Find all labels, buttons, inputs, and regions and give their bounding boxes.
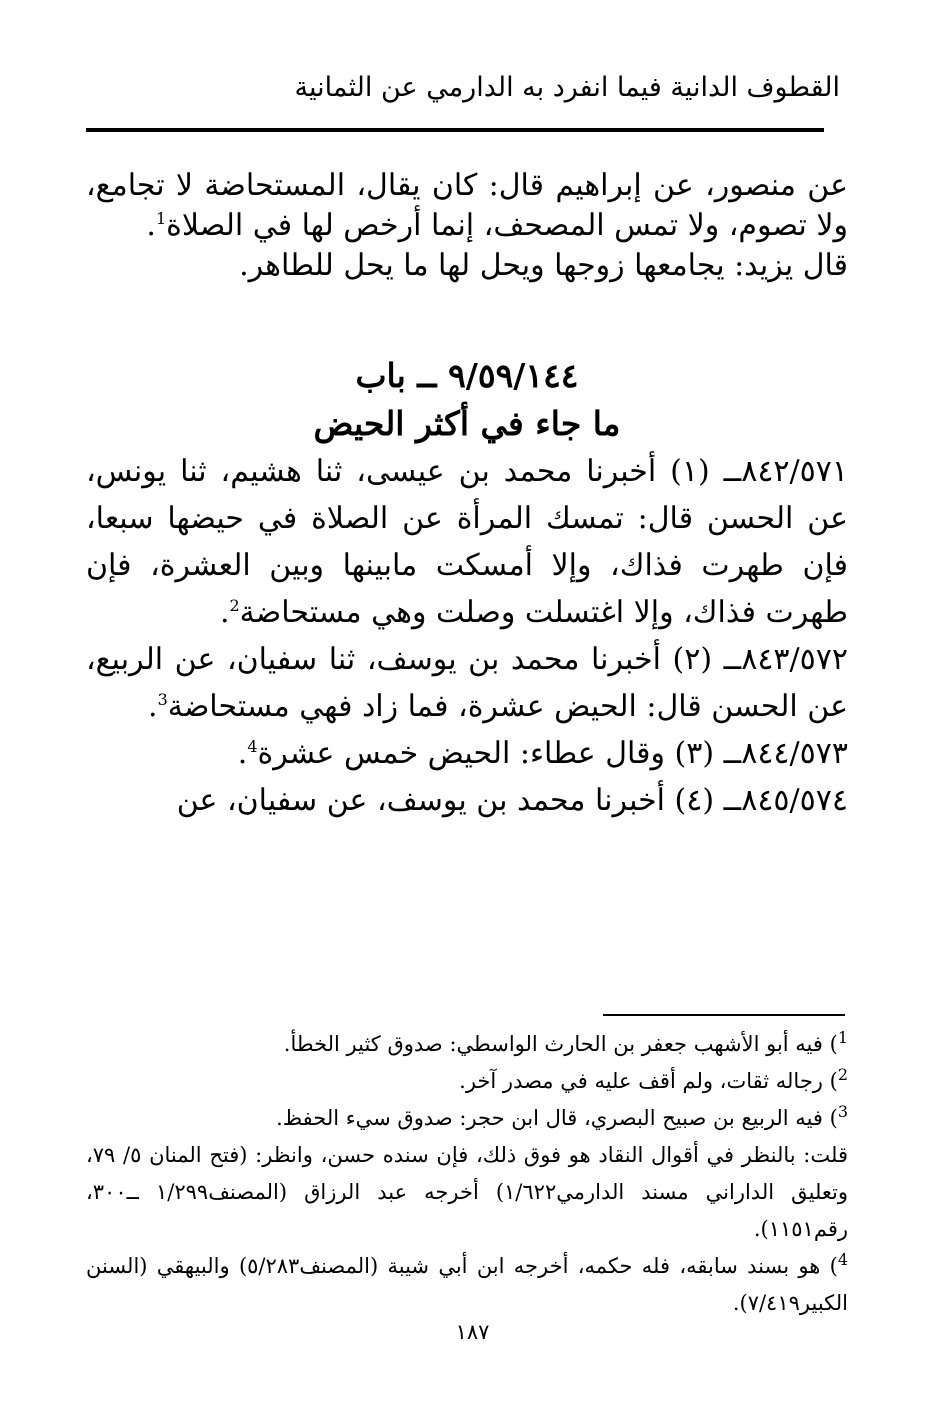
- header-rule: [86, 128, 824, 132]
- footnote-continuation: [86, 1137, 848, 1248]
- intro-paragraph: [86, 166, 848, 246]
- intro-line-1-end: .: [146, 208, 156, 243]
- footnote-ref: 2: [229, 596, 240, 615]
- footnote-text: ) فيه الربيع بن صبيح البصري، قال ابن حجر: صدوق سيء الحفظ.: [276, 1106, 838, 1130]
- hadith-item: [86, 777, 848, 824]
- footnote: [86, 1063, 848, 1100]
- hadith-text: ٨٤٢/٥٧١ــ (١) أخبرنا محمد بن عيسى، ثنا هشيم، ثنا يونس، عن الحسن قال: تمسك المرأة عن الصلاة في حيضها سبعا، فإن طهرت فذاك، وإلا أمسكت مابينها وبين العشرة، فإن طهرت فذاك، وإلا اغتسلت وصلت وهي مستحاضة: [86, 454, 848, 630]
- running-header: القطوف الدانية فيما انفرد به الدارمي عن الثمانية: [294, 72, 840, 103]
- hadith-item: [86, 636, 848, 730]
- footnote-text: ) رجاله ثقات، ولم أقف عليه في مصدر آخر.: [459, 1069, 838, 1093]
- intro-line-1: عن منصور، عن إبراهيم قال: كان يقال، المستحاضة لا تجامع، ولا تصوم، ولا تمس المصحف، إنما أرخص لها في الصلاة: [86, 168, 848, 243]
- intro-text: [86, 166, 848, 286]
- hadith-end: .: [219, 595, 230, 630]
- chapter-number: ٩/٥٩/١٤٤ ــ باب: [355, 356, 579, 395]
- footnote-text: قلت: بالنظر في أقوال النقاد هو فوق ذلك، فإن سنده حسن، وانظر: (فتح المنان ٥/ ٧٩، وتعليق الداراني مسند الدارمي١/٦٢٢) أخرجه عبد الرزاق (المصنف١/٢٩٩ ــ٣٠٠، رقم١١٥١).: [86, 1143, 849, 1241]
- chapter-heading: [86, 352, 848, 448]
- footnote-ref: 1: [155, 209, 167, 228]
- footnote-text: ) فيه أبو الأشهب جعفر بن الحارث الواسطي: صدوق كثير الخطأ.: [283, 1032, 838, 1056]
- hadith-text: ٨٤٥/٥٧٤ــ (٤) أخبرنا محمد بن يوسف، عن سفيان، عن: [176, 783, 848, 818]
- footnote-number: 1: [837, 1028, 848, 1047]
- footnote-text: ) هو بسند سابقه، فله حكمه، أخرجه ابن أبي شيبة (المصنف٥/٢٨٣) والبيهقي (السنن الكبير٧/٤١٩).: [86, 1254, 848, 1315]
- intro-paragraph-2: قال يزيد: يجامعها زوجها ويحل لها ما يحل للطاهر.: [239, 248, 848, 283]
- footnote-rule: [603, 1014, 845, 1016]
- hadith-end: .: [148, 689, 158, 724]
- hadith-list: [86, 448, 848, 824]
- footnote-number: 3: [837, 1102, 848, 1121]
- footnote-number: 2: [837, 1065, 848, 1084]
- hadith-end: .: [237, 736, 248, 771]
- footnote-ref: 3: [157, 690, 168, 709]
- hadith-item: [86, 448, 848, 636]
- footnote: [86, 1100, 848, 1137]
- page-number: ١٨٧: [455, 1320, 490, 1344]
- footnote: [86, 1248, 848, 1322]
- footnote-ref: 4: [247, 737, 258, 756]
- footnote: [86, 1026, 848, 1063]
- footnotes: [86, 1026, 848, 1322]
- chapter-title: ما جاء في أكثر الحيض: [313, 404, 621, 443]
- hadith-text: ٨٤٤/٥٧٣ــ (٣) وقال عطاء: الحيض خمس عشرة: [257, 736, 848, 771]
- hadith-item: [86, 730, 848, 777]
- footnote-number: 4: [837, 1250, 848, 1269]
- hadith-text: ٨٤٣/٥٧٢ــ (٢) أخبرنا محمد بن يوسف، ثنا سفيان، عن الربيع، عن الحسن قال: الحيض عشرة، فما زاد فهي مستحاضة: [86, 642, 848, 724]
